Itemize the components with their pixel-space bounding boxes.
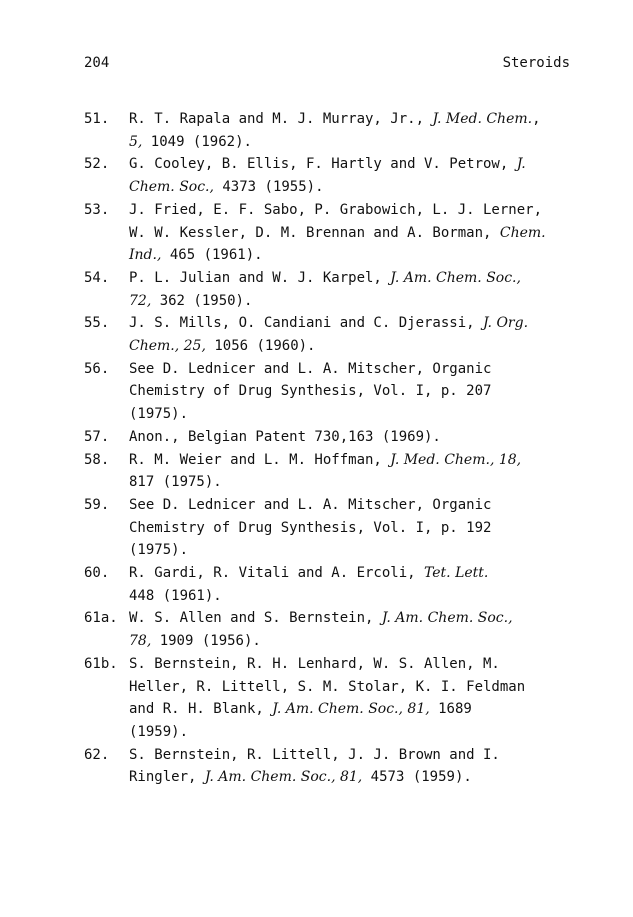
reference-list bbox=[84, 108, 594, 789]
reference-line bbox=[129, 267, 594, 290]
citation-segment: Chemistry of Drug Synthesis, Vol. I, p. 207 bbox=[129, 383, 492, 400]
reference-line bbox=[129, 471, 594, 494]
italic-citation-segment: J. Am. Chem. Soc., bbox=[390, 269, 521, 286]
italic-citation-segment: 5, bbox=[129, 133, 143, 150]
reference-item bbox=[84, 426, 594, 449]
reference-text bbox=[129, 153, 594, 198]
page-number: 204 bbox=[84, 55, 110, 71]
reference-line bbox=[129, 222, 594, 245]
citation-segment: See D. Lednicer and L. A. Mitscher, Organic bbox=[129, 496, 492, 513]
reference-number: 57. bbox=[84, 428, 110, 445]
reference-line bbox=[129, 335, 594, 358]
citation-segment: R. Gardi, R. Vitali and A. Ercoli, bbox=[129, 565, 425, 582]
citation-segment: S. Bernstein, R. Littell, J. J. Brown and I. bbox=[129, 746, 500, 763]
italic-citation-segment: J. Am. Chem. Soc., bbox=[381, 610, 513, 627]
reference-number: 55. bbox=[84, 315, 110, 332]
italic-citation-segment: 72, bbox=[129, 292, 152, 309]
reference-number: 58. bbox=[84, 451, 110, 468]
italic-citation-segment: J. Am. Chem. Soc., 81, bbox=[272, 701, 430, 718]
reference-text bbox=[129, 653, 594, 744]
citation-segment: 465 (1961). bbox=[161, 247, 263, 264]
page-header bbox=[84, 53, 570, 73]
italic-citation-segment: Chem., 25, bbox=[129, 338, 206, 355]
reference-item bbox=[84, 607, 594, 652]
reference-item bbox=[84, 449, 594, 494]
reference-number: 56. bbox=[84, 360, 110, 377]
citation-segment: (1975). bbox=[129, 542, 189, 559]
reference-line bbox=[129, 131, 594, 154]
citation-segment: R. M. Weier and L. M. Hoffman, bbox=[129, 451, 391, 468]
reference-item bbox=[84, 199, 594, 267]
reference-item bbox=[84, 312, 594, 357]
reference-line bbox=[129, 494, 594, 517]
citation-segment: J. S. Mills, O. Candiani and C. Djerassi, bbox=[129, 315, 484, 332]
reference-line bbox=[129, 698, 594, 721]
italic-citation-segment: Chem. bbox=[499, 224, 546, 241]
citation-segment: W. S. Allen and S. Bernstein, bbox=[129, 610, 382, 627]
citation-segment: 1689 bbox=[429, 701, 472, 718]
citation-segment: (1959). bbox=[129, 723, 189, 740]
citation-segment: Heller, R. Littell, S. M. Stolar, K. I. Feldman bbox=[129, 678, 526, 695]
italic-citation-segment: J. Am. Chem. Soc., 81, bbox=[204, 769, 363, 786]
reference-text bbox=[129, 199, 594, 267]
citation-segment: 1909 (1956). bbox=[151, 633, 261, 650]
reference-line bbox=[129, 199, 594, 222]
reference-line bbox=[129, 676, 594, 699]
reference-item bbox=[84, 653, 594, 744]
reference-line bbox=[129, 562, 594, 585]
citation-segment: R. T. Rapala and M. J. Murray, Jr., bbox=[129, 111, 433, 127]
reference-line bbox=[129, 721, 594, 744]
reference-line bbox=[129, 539, 594, 562]
reference-item bbox=[84, 358, 594, 426]
italic-citation-segment: J. Org. bbox=[483, 315, 529, 332]
reference-text bbox=[129, 426, 594, 449]
reference-line bbox=[129, 449, 594, 472]
italic-citation-segment: 78, bbox=[129, 633, 152, 650]
reference-line bbox=[129, 653, 594, 676]
reference-item bbox=[84, 494, 594, 562]
citation-segment: P. L. Julian and W. J. Karpel, bbox=[129, 269, 391, 286]
reference-line bbox=[129, 358, 594, 381]
reference-line bbox=[129, 380, 594, 403]
reference-line bbox=[129, 290, 594, 313]
citation-segment: 1056 (1960). bbox=[205, 338, 316, 355]
reference-line bbox=[129, 517, 594, 540]
reference-number: 53. bbox=[84, 201, 110, 218]
reference-text bbox=[129, 494, 594, 562]
citation-segment: See D. Lednicer and L. A. Mitscher, Organic bbox=[129, 360, 492, 377]
italic-citation-segment: J. Med. Chem. bbox=[432, 111, 533, 127]
reference-line bbox=[129, 153, 594, 176]
reference-number: 61a. bbox=[84, 610, 118, 627]
reference-text bbox=[129, 312, 594, 357]
reference-number: 61b. bbox=[84, 655, 118, 672]
reference-text bbox=[129, 267, 594, 312]
reference-number: 52. bbox=[84, 156, 110, 173]
citation-segment: G. Cooley, B. Ellis, F. Hartly and V. Petrow, bbox=[129, 156, 517, 173]
reference-line bbox=[129, 312, 594, 335]
reference-text bbox=[129, 562, 594, 607]
reference-text bbox=[129, 108, 594, 153]
reference-number: 62. bbox=[84, 746, 110, 763]
reference-number: 54. bbox=[84, 269, 110, 286]
running-head: Steroids bbox=[502, 55, 570, 71]
reference-item bbox=[84, 108, 594, 153]
citation-segment: , bbox=[532, 111, 541, 127]
citation-segment: Ringler, bbox=[129, 769, 205, 786]
reference-line bbox=[129, 744, 594, 767]
italic-citation-segment: J. Med. Chem., 18, bbox=[390, 451, 522, 468]
reference-text bbox=[129, 607, 594, 652]
reference-number: 51. bbox=[84, 111, 110, 127]
italic-citation-segment: Ind., bbox=[129, 247, 162, 264]
citation-segment: 1049 (1962). bbox=[142, 133, 252, 150]
citation-segment: Chemistry of Drug Synthesis, Vol. I, p. 192 bbox=[129, 519, 492, 536]
reference-item bbox=[84, 562, 594, 607]
citation-segment: 4373 (1955). bbox=[213, 179, 324, 196]
reference-text bbox=[129, 744, 594, 789]
reference-line bbox=[129, 630, 594, 653]
reference-line bbox=[129, 426, 594, 449]
reference-item bbox=[84, 744, 594, 789]
reference-line bbox=[129, 176, 594, 199]
reference-text bbox=[129, 358, 594, 426]
citation-segment: 4573 (1959). bbox=[362, 769, 472, 786]
citation-segment: S. Bernstein, R. H. Lenhard, W. S. Allen, M. bbox=[129, 655, 500, 672]
reference-line bbox=[129, 607, 594, 630]
citation-segment: J. Fried, E. F. Sabo, P. Grabowich, L. J. Lerner, bbox=[129, 201, 543, 218]
citation-segment: 362 (1950). bbox=[151, 292, 253, 309]
reference-line bbox=[129, 108, 594, 131]
reference-text bbox=[129, 449, 594, 494]
reference-line bbox=[129, 766, 594, 789]
italic-citation-segment: J. bbox=[516, 156, 526, 173]
citation-segment: (1975). bbox=[129, 406, 189, 423]
citation-segment: 817 (1975). bbox=[129, 474, 222, 491]
citation-segment: 448 (1961). bbox=[129, 587, 222, 604]
reference-number: 60. bbox=[84, 565, 110, 582]
reference-item bbox=[84, 267, 594, 312]
citation-segment: and R. H. Blank, bbox=[129, 701, 273, 718]
italic-citation-segment: Chem. Soc., bbox=[129, 179, 214, 196]
reference-line bbox=[129, 585, 594, 608]
reference-line bbox=[129, 244, 594, 267]
reference-line bbox=[129, 403, 594, 426]
reference-number: 59. bbox=[84, 496, 110, 513]
citation-segment: W. W. Kessler, D. M. Brennan and A. Borman, bbox=[129, 224, 500, 241]
italic-citation-segment: Tet. Lett. bbox=[424, 565, 489, 582]
reference-item bbox=[84, 153, 594, 198]
citation-segment: Anon., Belgian Patent 730,163 (1969). bbox=[129, 428, 441, 445]
